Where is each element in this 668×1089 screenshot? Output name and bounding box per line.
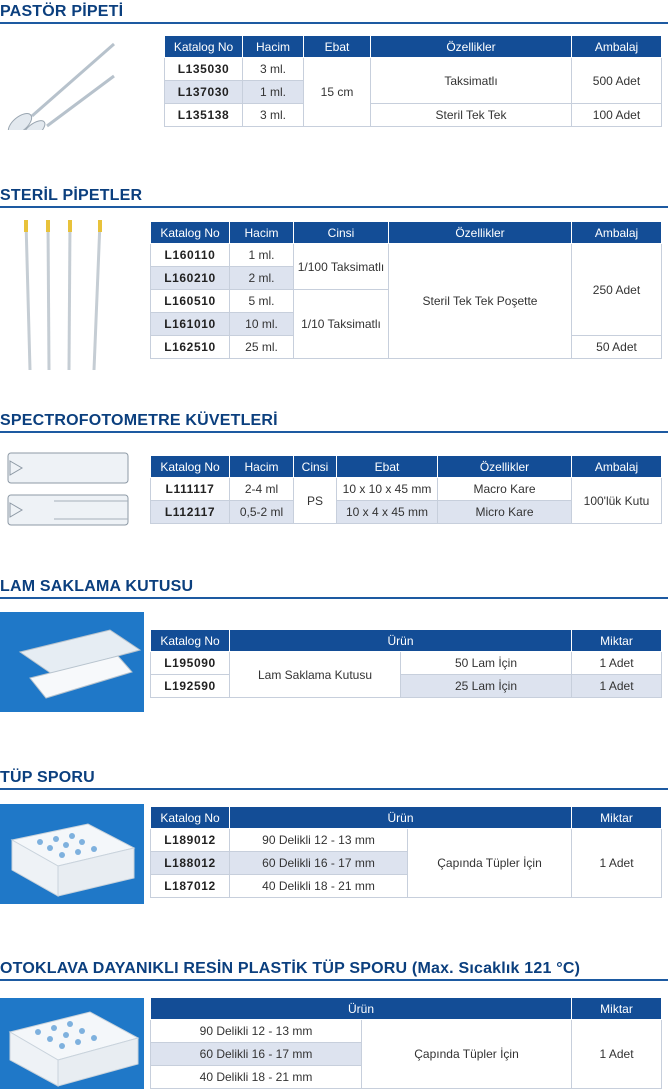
catalog-number: L192590 <box>151 675 230 698</box>
pasteur-pipette-table <box>164 35 662 127</box>
column-header: Katalog No <box>151 456 230 478</box>
catalog-number: L160110 <box>151 244 230 267</box>
pack-cell: 500 Adet <box>572 58 662 104</box>
column-header: Hacim <box>230 222 294 244</box>
section-divider <box>0 431 668 433</box>
section-title: TÜP SPORU <box>0 769 95 786</box>
catalog-number: L187012 <box>151 875 230 898</box>
column-header: Ebat <box>337 456 438 478</box>
column-header: Cinsi <box>294 456 337 478</box>
pack-cell: 100'lük Kutu <box>572 478 662 524</box>
detail-cell: 40 Delikli 18 - 21 mm <box>151 1066 362 1089</box>
detail-cell: 60 Delikli 16 - 17 mm <box>151 1043 362 1066</box>
catalog-number: L137030 <box>165 81 243 104</box>
column-header: Ürün <box>230 630 572 652</box>
catalog-number: L112117 <box>151 501 230 524</box>
volume-cell: 2 ml. <box>230 267 294 290</box>
section-divider <box>0 979 668 981</box>
catalog-number: L160210 <box>151 267 230 290</box>
column-header: Ambalaj <box>572 456 662 478</box>
type-cell: PS <box>294 478 337 524</box>
serological-pipette-image <box>14 216 114 374</box>
detail-cell: 90 Delikli 12 - 13 mm <box>230 829 408 852</box>
quantity-cell: 1 Adet <box>572 652 662 675</box>
column-header: Miktar <box>572 807 662 829</box>
volume-cell: 25 ml. <box>230 336 294 359</box>
slide-box-table <box>150 629 662 698</box>
type-cell: 1/10 Taksimatlı <box>294 290 389 359</box>
detail-cell: 25 Lam İçin <box>401 675 572 698</box>
autoclavable-tube-rack-image <box>0 998 144 1089</box>
pack-cell: 100 Adet <box>572 104 662 127</box>
column-header: Özellikler <box>371 36 572 58</box>
column-header: Hacim <box>243 36 304 58</box>
column-header: Katalog No <box>165 36 243 58</box>
sterile-pipette-table <box>150 221 662 359</box>
catalog-number: L188012 <box>151 852 230 875</box>
column-header: Özellikler <box>438 456 572 478</box>
column-header: Katalog No <box>151 222 230 244</box>
product-cell: Çapında Tüpler İçin <box>408 829 572 898</box>
type-cell: 1/100 Taksimatlı <box>294 244 389 290</box>
catalog-number: L189012 <box>151 829 230 852</box>
catalog-number: L161010 <box>151 313 230 336</box>
feature-cell: Steril Tek Tek <box>371 104 572 127</box>
section-title: PASTÖR PİPETİ <box>0 3 124 20</box>
column-header: Cinsi <box>294 222 389 244</box>
pack-cell: 250 Adet <box>572 244 662 336</box>
column-header: Özellikler <box>389 222 572 244</box>
volume-cell: 1 ml. <box>243 81 304 104</box>
detail-cell: 40 Delikli 18 - 21 mm <box>230 875 408 898</box>
volume-cell: 3 ml. <box>243 104 304 127</box>
autoclavable-tube-rack-table <box>150 997 662 1089</box>
column-header: Ambalaj <box>572 222 662 244</box>
feature-cell: Macro Kare <box>438 478 572 501</box>
pack-cell: 50 Adet <box>572 336 662 359</box>
volume-cell: 1 ml. <box>230 244 294 267</box>
cuvette-table <box>150 455 662 524</box>
quantity-cell: 1 Adet <box>572 829 662 898</box>
feature-cell: Micro Kare <box>438 501 572 524</box>
detail-cell: 60 Delikli 16 - 17 mm <box>230 852 408 875</box>
quantity-cell: 1 Adet <box>572 675 662 698</box>
section-title: OTOKLAVA DAYANIKLI RESİN PLASTİK TÜP SPORU (Max. Sıcaklık 121 °C) <box>0 960 581 977</box>
tube-rack-table <box>150 806 662 898</box>
section-divider <box>0 206 668 208</box>
cuvette-image <box>4 449 132 531</box>
column-header: Ambalaj <box>572 36 662 58</box>
volume-cell: 2-4 ml <box>230 478 294 501</box>
slide-box-image <box>0 612 144 712</box>
feature-cell: Taksimatlı <box>371 58 572 104</box>
catalog-number: L160510 <box>151 290 230 313</box>
catalog-number: L111117 <box>151 478 230 501</box>
detail-cell: 50 Lam İçin <box>401 652 572 675</box>
volume-cell: 0,5-2 ml <box>230 501 294 524</box>
section-divider <box>0 788 668 790</box>
size-cell: 15 cm <box>304 58 371 127</box>
section-divider <box>0 597 668 599</box>
size-cell: 10 x 10 x 45 mm <box>337 478 438 501</box>
volume-cell: 10 ml. <box>230 313 294 336</box>
detail-cell: 90 Delikli 12 - 13 mm <box>151 1020 362 1043</box>
section-title: SPECTROFOTOMETRE KÜVETLERİ <box>0 412 278 429</box>
product-cell: Çapında Tüpler İçin <box>362 1020 572 1089</box>
column-header: Katalog No <box>151 630 230 652</box>
volume-cell: 5 ml. <box>230 290 294 313</box>
quantity-cell: 1 Adet <box>572 1020 662 1089</box>
pasteur-pipette-image <box>2 30 118 130</box>
column-header: Ürün <box>151 998 572 1020</box>
section-title: LAM SAKLAMA KUTUSU <box>0 578 194 595</box>
column-header: Miktar <box>572 630 662 652</box>
section-title: STERİL PİPETLER <box>0 187 143 204</box>
column-header: Miktar <box>572 998 662 1020</box>
tube-rack-image <box>0 804 144 904</box>
column-header: Ebat <box>304 36 371 58</box>
column-header: Ürün <box>230 807 572 829</box>
feature-cell: Steril Tek Tek Poşette <box>389 244 572 359</box>
size-cell: 10 x 4 x 45 mm <box>337 501 438 524</box>
catalog-number: L195090 <box>151 652 230 675</box>
catalog-number: L162510 <box>151 336 230 359</box>
volume-cell: 3 ml. <box>243 58 304 81</box>
catalog-number: L135138 <box>165 104 243 127</box>
product-cell: Lam Saklama Kutusu <box>230 652 401 698</box>
section-divider <box>0 22 668 24</box>
column-header: Katalog No <box>151 807 230 829</box>
catalog-number: L135030 <box>165 58 243 81</box>
column-header: Hacim <box>230 456 294 478</box>
